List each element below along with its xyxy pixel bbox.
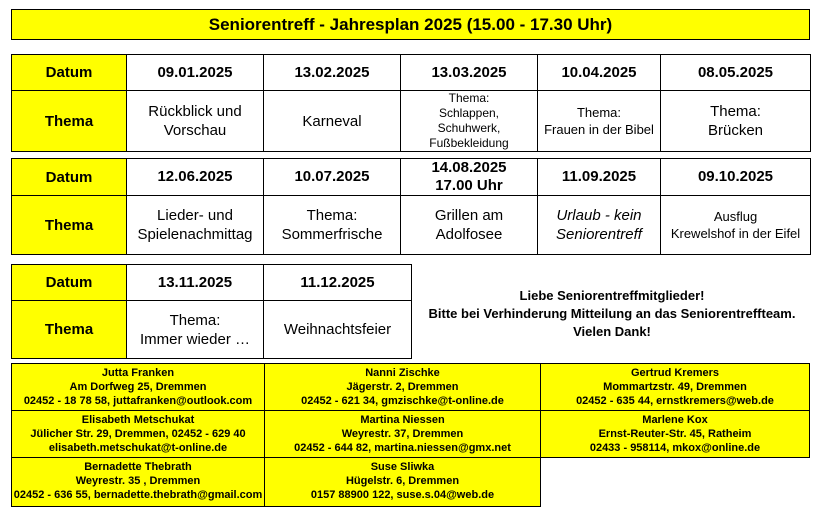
contact-phone-email: 02452 - 621 34, gmzischke@t-online.de (301, 395, 504, 407)
schedule-table-2 (11, 158, 811, 255)
contact-name: Nanni Zischke (365, 367, 440, 379)
theme-line: Brücken (707, 122, 764, 139)
datum-label: Datum (12, 159, 127, 196)
date-line: 10.07.2025 (294, 168, 370, 185)
page-title-text: Seniorentreff - Jahresplan 2025 (15.00 - 17.30 Uhr) (208, 14, 613, 34)
date-cell (401, 159, 538, 196)
thema-label: Thema (12, 196, 127, 255)
schedule-table-1 (11, 54, 811, 152)
theme-line: Urlaub - kein (556, 207, 642, 224)
contact-card (264, 457, 541, 507)
theme-cell (538, 196, 661, 255)
contact-phone-email: 02452 - 636 55, bernadette.thebrath@gmail.com (13, 489, 263, 501)
theme-cell (401, 196, 538, 255)
theme-line: Grillen am (434, 207, 504, 224)
contact-grid (11, 363, 810, 507)
contact-address: Hügelstr. 6, Dremmen (345, 475, 460, 487)
contact-phone-email: elisabeth.metschukat@t-online.de (48, 442, 228, 454)
datum-label: Datum (12, 265, 127, 301)
theme-line: Adolfosee (435, 226, 503, 243)
contact-phone-email: 02452 - 18 78 58, juttafranken@outlook.com (23, 395, 253, 407)
theme-cell (661, 91, 811, 152)
message-line: Vielen Dank! (573, 324, 651, 339)
theme-line: Fußbekleidung (429, 136, 509, 150)
date-cell: 13.11.2025 (127, 265, 264, 301)
theme-line: Ausflug (713, 209, 758, 224)
contact-name: Martina Niessen (360, 414, 445, 426)
contact-phone-email: 02452 - 635 44, ernstkremers@web.de (576, 395, 774, 407)
theme-line: Seniorentreff (556, 226, 642, 243)
message-line: Liebe Seniorentreffmitglieder! (519, 288, 705, 303)
message-line: Bitte bei Verhinderung Mitteilung an das Seniorentreffteam. (428, 306, 796, 321)
date-cell: 11.12.2025 (264, 265, 412, 301)
date-cell: 13.02.2025 (264, 55, 401, 91)
contact-card (540, 410, 810, 458)
theme-line: Thema: (169, 311, 221, 329)
theme-line: Krewelshof in der Eifel (670, 226, 801, 241)
contact-address: Jägerstr. 2, Dremmen (346, 381, 459, 393)
theme-line: Vorschau (163, 122, 227, 139)
contact-card (540, 363, 810, 411)
date-line: 12.06.2025 (157, 168, 233, 185)
theme-line: Spielenachmittag (137, 226, 253, 243)
contact-card (264, 363, 541, 411)
theme-cell (264, 301, 412, 359)
theme-line: Lieder- und (157, 207, 233, 224)
theme-cell (264, 91, 401, 152)
theme-cell (661, 196, 811, 255)
contact-address: Ernst-Reuter-Str. 45, Ratheim (598, 428, 752, 440)
thema-label: Thema (12, 91, 127, 152)
theme-line: Weihnachtsfeier (283, 321, 392, 338)
contact-phone-email: 02433 - 958114, mkox@online.de (589, 442, 761, 454)
theme-line: Immer wieder … (139, 330, 251, 348)
contact-address: Weyrestr. 35 , Dremmen (75, 475, 201, 487)
contact-name: Marlene Kox (642, 414, 708, 426)
date-line: 09.10.2025 (697, 168, 774, 185)
theme-line: Thema: (710, 103, 761, 120)
contact-card (11, 363, 265, 411)
theme-line: Rückblick und (148, 103, 242, 120)
theme-cell (127, 91, 264, 152)
contact-name: Suse Sliwka (370, 461, 435, 473)
theme-line: Schlappen, (438, 106, 500, 120)
theme-line: Thema: (576, 105, 622, 120)
schedule-table-3 (11, 264, 412, 359)
contact-phone-email: 0157 88900 122, suse.s.04@web.de (310, 489, 495, 501)
contact-name: Gertrud Kremers (630, 367, 720, 379)
contact-card (11, 457, 265, 507)
contact-address: Am Dorfweg 25, Dremmen (69, 381, 207, 393)
theme-line: Thema: (448, 91, 490, 105)
theme-cell (401, 91, 538, 152)
date-line: 17.00 Uhr (435, 177, 503, 194)
theme-cell (538, 91, 661, 152)
contact-name: Bernadette Thebrath (84, 461, 192, 473)
date-cell (264, 159, 401, 196)
contact-phone-email: 02452 - 644 82, martina.niessen@gmx.net (294, 442, 511, 454)
date-line: 14.08.2025 (431, 159, 507, 176)
notice-message (414, 287, 810, 343)
date-cell: 09.01.2025 (127, 55, 264, 91)
contact-card (264, 410, 541, 458)
date-cell: 13.03.2025 (401, 55, 538, 91)
contact-name: Jutta Franken (101, 367, 175, 379)
date-cell: 10.04.2025 (538, 55, 661, 91)
thema-label: Thema (12, 301, 127, 359)
theme-cell (127, 196, 264, 255)
datum-label: Datum (12, 55, 127, 91)
theme-line: Frauen in der Bibel (544, 122, 654, 137)
page-title (11, 9, 810, 40)
date-cell (661, 159, 811, 196)
theme-cell (264, 196, 401, 255)
date-cell (538, 159, 661, 196)
contact-address: Weyrestr. 37, Dremmen (341, 428, 464, 440)
theme-line: Sommerfrische (281, 226, 383, 243)
theme-cell (127, 301, 264, 359)
theme-line: Karneval (302, 112, 362, 130)
date-cell: 08.05.2025 (661, 55, 811, 91)
theme-line: Schuhwerk, (437, 121, 501, 135)
contact-address: Mommartzstr. 49, Dremmen (603, 381, 747, 393)
date-line: 11.09.2025 (561, 168, 637, 185)
contact-address: Jülicher Str. 29, Dremmen, 02452 - 629 40 (30, 428, 246, 440)
contact-name: Elisabeth Metschukat (81, 414, 195, 426)
date-cell (127, 159, 264, 196)
theme-line: Thema: (306, 207, 358, 224)
contact-card (11, 410, 265, 458)
